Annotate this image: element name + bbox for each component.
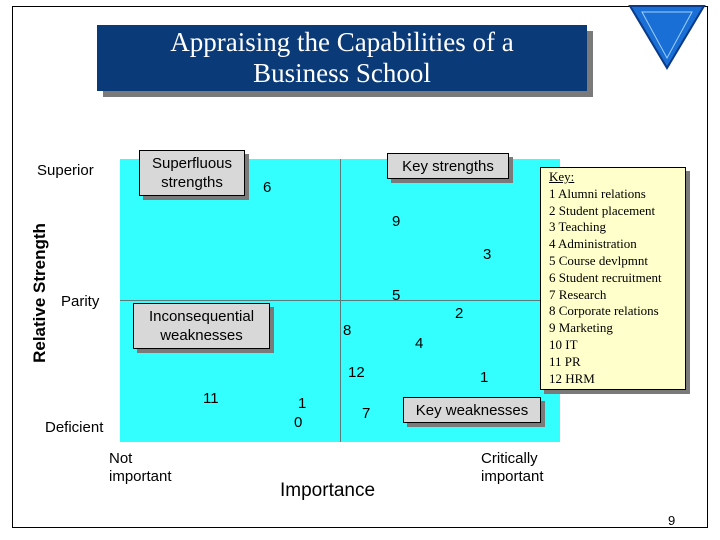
title-line-2: Business School <box>253 58 431 88</box>
x-axis-critically-important <box>481 450 544 486</box>
page-number: 9 <box>668 513 676 528</box>
key-item: 1 Alumni relations <box>549 185 646 201</box>
triangle-logo-icon <box>628 4 706 70</box>
point-9: 9 <box>392 213 401 230</box>
key-item: 3 Teaching <box>549 219 606 235</box>
x-axis-not-important-line1: Not <box>109 450 133 467</box>
key-item: 12 HRM <box>549 370 595 386</box>
x-axis-not-important-line2: important <box>109 468 172 485</box>
point-3: 3 <box>483 246 492 263</box>
key-title: Key: <box>549 169 575 184</box>
x-axis-label: Importance <box>280 480 376 501</box>
point-4: 4 <box>415 335 424 352</box>
key-item: 2 Student placement <box>549 202 656 218</box>
point-7: 7 <box>362 405 371 422</box>
key-item: 7 Research <box>549 286 607 302</box>
y-axis-parity: Parity <box>61 293 100 310</box>
point-2: 2 <box>455 305 464 322</box>
point-8: 8 <box>343 322 352 339</box>
slide-title <box>97 25 587 91</box>
inconsequential-line-2: weaknesses <box>160 327 243 344</box>
superfluous-line-1: Superfluous <box>151 155 233 172</box>
key-item: 8 Corporate relations <box>549 303 659 319</box>
superfluous-line-2: strengths <box>161 174 223 191</box>
matrix-horizontal-divider <box>120 300 560 301</box>
key-item: 5 Course devlpmnt <box>549 252 648 268</box>
quadrant-key-strengths: Key strengths <box>387 153 509 179</box>
point-5: 5 <box>392 287 401 304</box>
y-axis-superior: Superior <box>37 162 94 179</box>
point-1: 1 <box>480 369 489 386</box>
y-axis-deficient: Deficient <box>45 419 104 436</box>
inconsequential-line-1: Inconsequential <box>148 308 255 325</box>
x-axis-not-important <box>109 450 172 486</box>
key-item: 6 Student recruitment <box>549 269 662 285</box>
quadrant-inconsequential-weaknesses <box>133 303 270 349</box>
quadrant-key-weaknesses: Key weaknesses <box>403 397 541 423</box>
x-axis-critically-important-line1: Critically <box>481 450 538 467</box>
key-item: 9 Marketing <box>549 320 613 336</box>
point-11: 11 <box>203 390 219 407</box>
point-10-digit-2: 0 <box>294 414 303 431</box>
y-axis-label: Relative Strength <box>30 223 49 363</box>
key-item: 4 Administration <box>549 236 637 252</box>
key-item: 10 IT <box>549 336 578 352</box>
x-axis-critically-important-line2: important <box>481 468 544 485</box>
quadrant-superfluous-strengths <box>139 150 245 196</box>
point-10-digit-1: 1 <box>298 395 307 412</box>
point-6: 6 <box>263 179 272 196</box>
key-item: 11 PR <box>549 353 581 369</box>
title-line-1: Appraising the Capabilities of a <box>170 27 514 57</box>
point-12: 12 <box>348 364 365 381</box>
key-legend <box>540 167 686 390</box>
